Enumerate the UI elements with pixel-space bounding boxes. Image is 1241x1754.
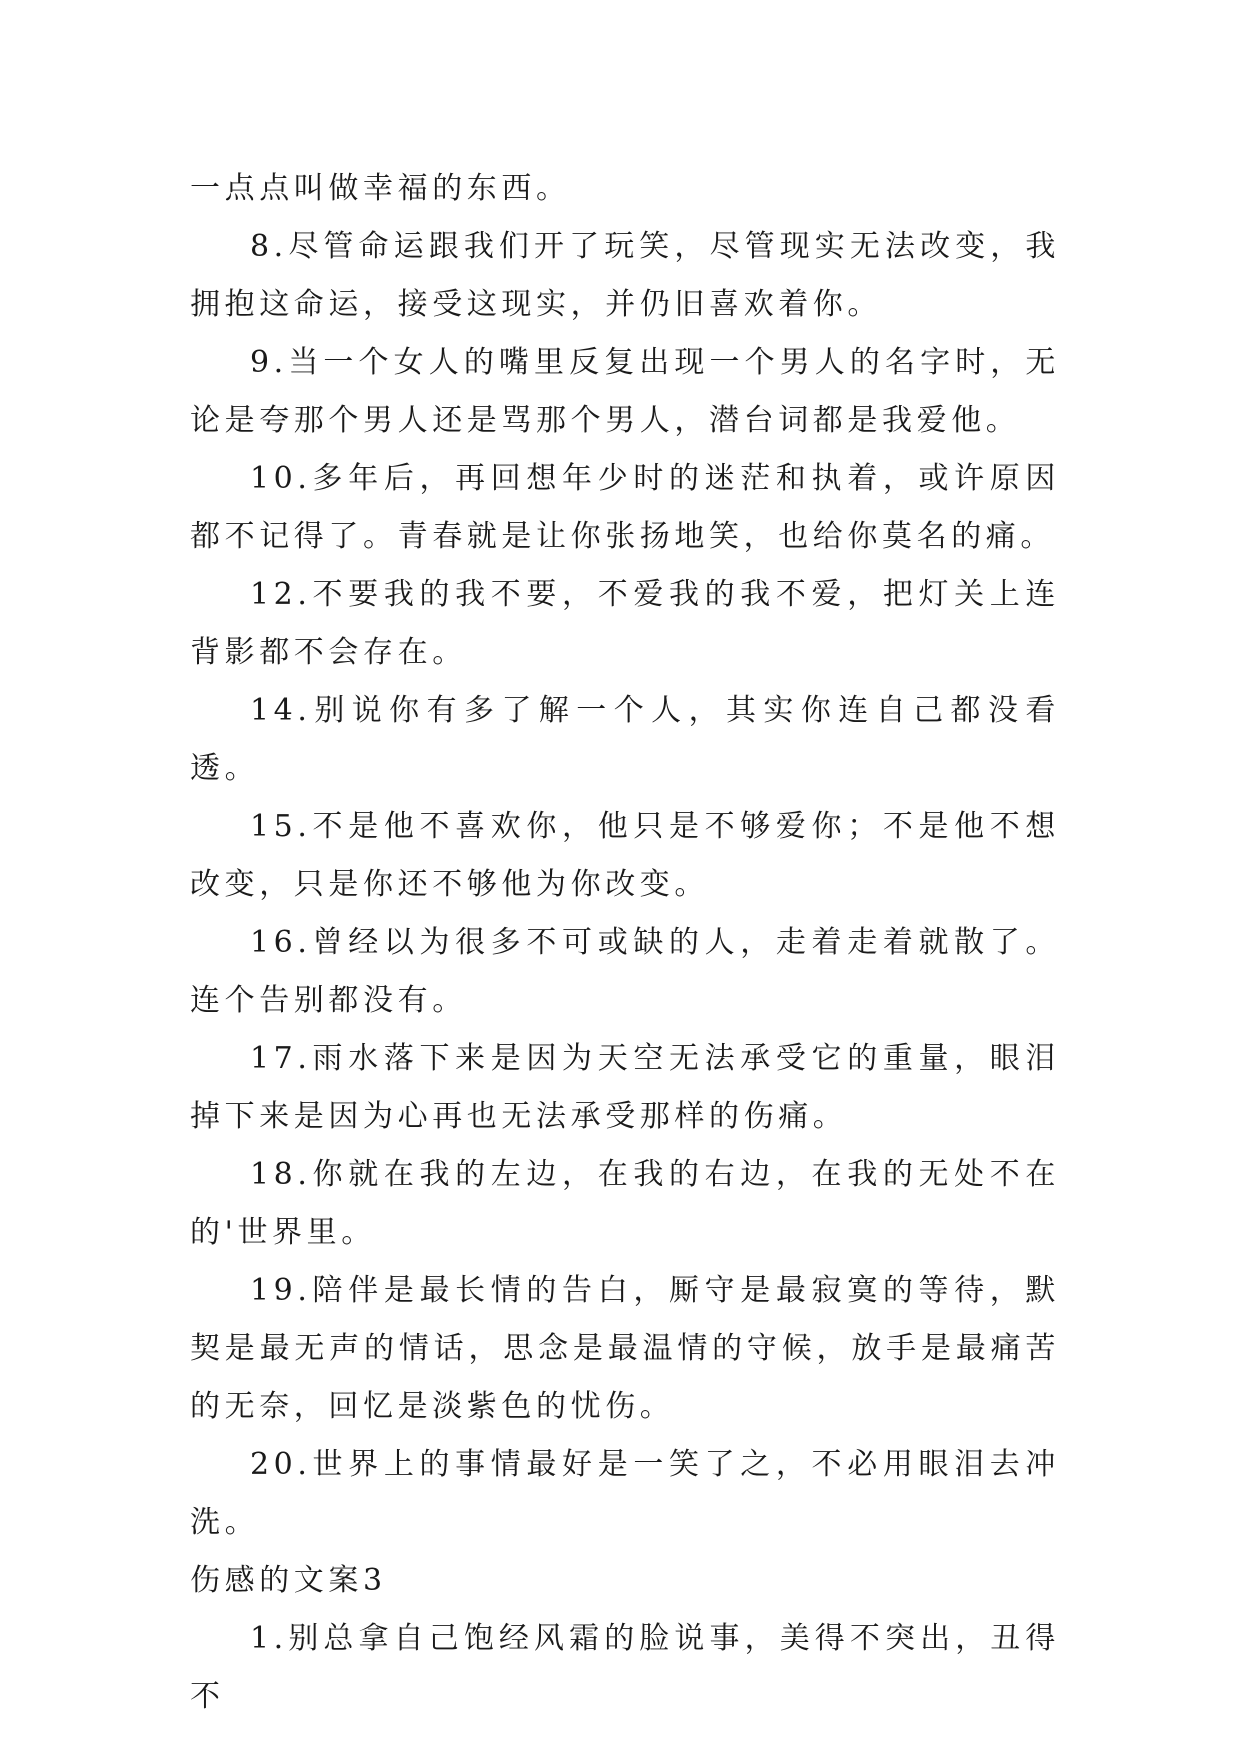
document-body bbox=[190, 160, 1060, 1726]
paragraph-item-15: 15.不是他不喜欢你，他只是不够爱你；不是他不想改变，只是你还不够他为你改变。 bbox=[190, 809, 1060, 902]
paragraph-item-19: 19.陪伴是最长情的告白，厮守是最寂寞的等待，默契是最无声的情话，思念是最温情的守候，放手是最痛苦的无奈，回忆是淡紫色的忧伤。 bbox=[190, 1273, 1060, 1424]
paragraph-item-9: 9.当一个女人的嘴里反复出现一个男人的名字时，无论是夸那个男人还是骂那个男人，潜台词都是我爱他。 bbox=[190, 345, 1060, 438]
paragraph-item-10: 10.多年后，再回想年少时的迷茫和执着，或许原因都不记得了。青春就是让你张扬地笑，也给你莫名的痛。 bbox=[190, 461, 1060, 554]
paragraph-item-12: 12.不要我的我不要，不爱我的我不爱，把灯关上连背影都不会存在。 bbox=[190, 577, 1060, 670]
section-heading: 伤感的文案3 bbox=[190, 1563, 387, 1598]
paragraph-item-20: 20.世界上的事情最好是一笑了之，不必用眼泪去冲洗。 bbox=[190, 1447, 1060, 1540]
paragraph-item-18: 18.你就在我的左边，在我的右边，在我的无处不在的'世界里。 bbox=[190, 1157, 1060, 1250]
paragraph-item-14: 14.别说你有多了解一个人，其实你连自己都没看透。 bbox=[190, 693, 1060, 786]
paragraph-item-17: 17.雨水落下来是因为天空无法承受它的重量，眼泪掉下来是因为心再也无法承受那样的伤痛。 bbox=[190, 1041, 1060, 1134]
paragraph-item-8: 8.尽管命运跟我们开了玩笑，尽管现实无法改变，我拥抱这命运，接受这现实，并仍旧喜欢着你。 bbox=[190, 229, 1060, 322]
paragraph-item-1: 1.别总拿自己饱经风霜的脸说事，美得不突出，丑得不 bbox=[190, 1621, 1060, 1714]
paragraph-continuation: 一点点叫做幸福的东西。 bbox=[190, 171, 571, 206]
paragraph-item-16: 16.曾经以为很多不可或缺的人，走着走着就散了。连个告别都没有。 bbox=[190, 925, 1060, 1018]
